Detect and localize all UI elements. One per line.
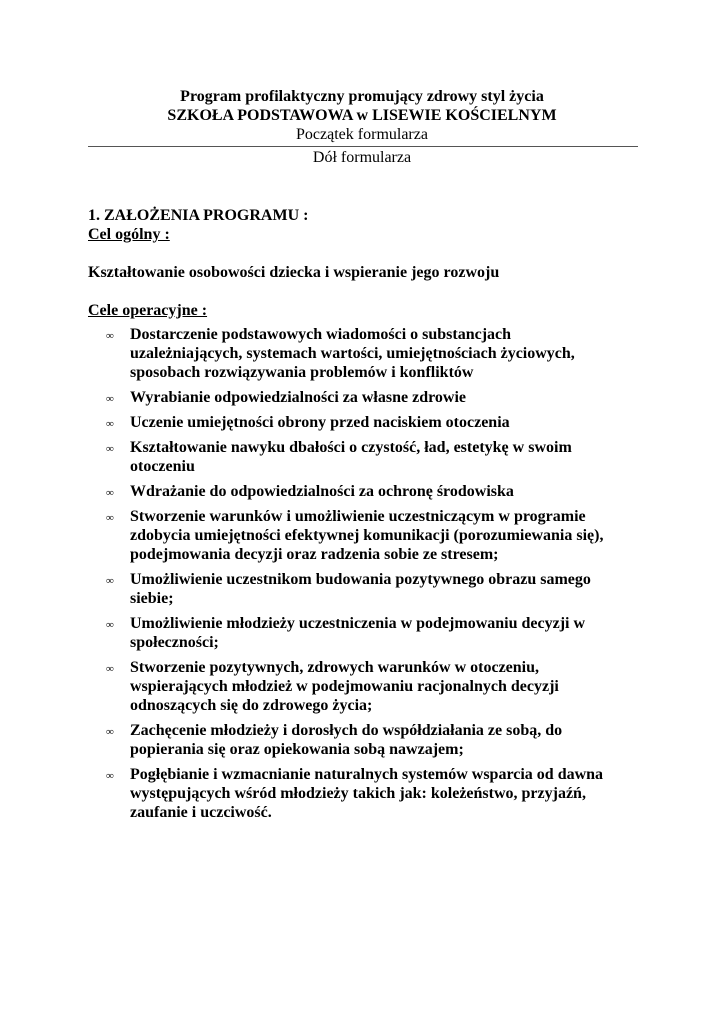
infinity-icon: ∞ — [106, 418, 114, 430]
list-item-text: Dostarczenie podstawowych wiadomości o substancjach uzależniających, systemach wartości, umiejętnościach życiowych, sposobach rozwiązywania problemów i konfliktów — [130, 326, 575, 381]
list-item — [88, 413, 648, 432]
infinity-icon: ∞ — [106, 726, 114, 738]
infinity-icon: ∞ — [106, 770, 114, 782]
list-item-text: Stworzenie pozytywnych, zdrowych warunków w otoczeniu, wspierających młodzież w podejmowaniu racjonalnych decyzji odnoszących się do zdrowego życia; — [130, 659, 559, 714]
infinity-icon: ∞ — [106, 575, 114, 587]
general-goal-label: Cel ogólny : — [88, 226, 170, 243]
list-item — [88, 482, 648, 501]
infinity-icon: ∞ — [106, 619, 114, 631]
infinity-icon: ∞ — [106, 393, 114, 405]
form-divider — [88, 146, 638, 147]
list-item — [88, 507, 648, 564]
form-end-label: Dół formularza — [312, 149, 412, 166]
school-name: SZKOŁA PODSTAWOWA w LISEWIE KOŚCIELNYM — [167, 107, 557, 124]
list-item-text: Wdrażanie do odpowiedzialności za ochronę środowiska — [130, 483, 514, 500]
form-start-label: Początek formularza — [296, 126, 428, 143]
list-item-text: Kształtowanie nawyku dbałości o czystość, ład, estetykę w swoim otoczeniu — [130, 439, 572, 475]
operational-goals-label: Cele operacyjne : — [88, 302, 208, 319]
infinity-icon: ∞ — [106, 330, 114, 342]
infinity-icon: ∞ — [106, 663, 114, 675]
list-item-text: Wyrabianie odpowiedzialności za własne zdrowie — [130, 389, 466, 406]
document-title: Program profilaktyczny promujący zdrowy styl życia — [180, 88, 544, 105]
list-item — [88, 658, 648, 715]
list-item — [88, 325, 648, 382]
list-item-text: Umożliwienie młodzieży uczestniczenia w podejmowaniu decyzji w społeczności; — [130, 615, 586, 651]
infinity-icon: ∞ — [106, 487, 114, 499]
infinity-icon: ∞ — [106, 443, 114, 455]
general-goal-text: Kształtowanie osobowości dziecka i wspieranie jego rozwoju — [88, 264, 500, 281]
list-item — [88, 614, 648, 652]
list-item — [88, 570, 648, 608]
list-item-text: Zachęcenie młodzieży i dorosłych do współdziałania ze sobą, do popierania się oraz opiekowania sobą nawzajem; — [130, 722, 563, 758]
section-heading: 1. ZAŁOŻENIA PROGRAMU : — [88, 207, 309, 224]
list-item-text: Uczenie umiejętności obrony przed naciskiem otoczenia — [130, 414, 510, 431]
list-item — [88, 765, 648, 822]
operational-goals-list — [88, 325, 648, 828]
list-item-text: Stworzenie warunków i umożliwienie uczestniczącym w programie zdobycia umiejętności efektywnej komunikacji (porozumiewania się), podejmowania decyzji oraz radzenia sobie ze stresem; — [130, 508, 604, 563]
list-item — [88, 388, 648, 407]
list-item-text: Pogłębianie i wzmacnianie naturalnych systemów wsparcia od dawna występujących wśród młodzieży takich jak: koleżeństwo, przyjaźń, zaufanie i uczciwość. — [130, 766, 604, 821]
list-item — [88, 438, 648, 476]
list-item — [88, 721, 648, 759]
infinity-icon: ∞ — [106, 512, 114, 524]
list-item-text: Umożliwienie uczestnikom budowania pozytywnego obrazu samego siebie; — [130, 571, 591, 607]
